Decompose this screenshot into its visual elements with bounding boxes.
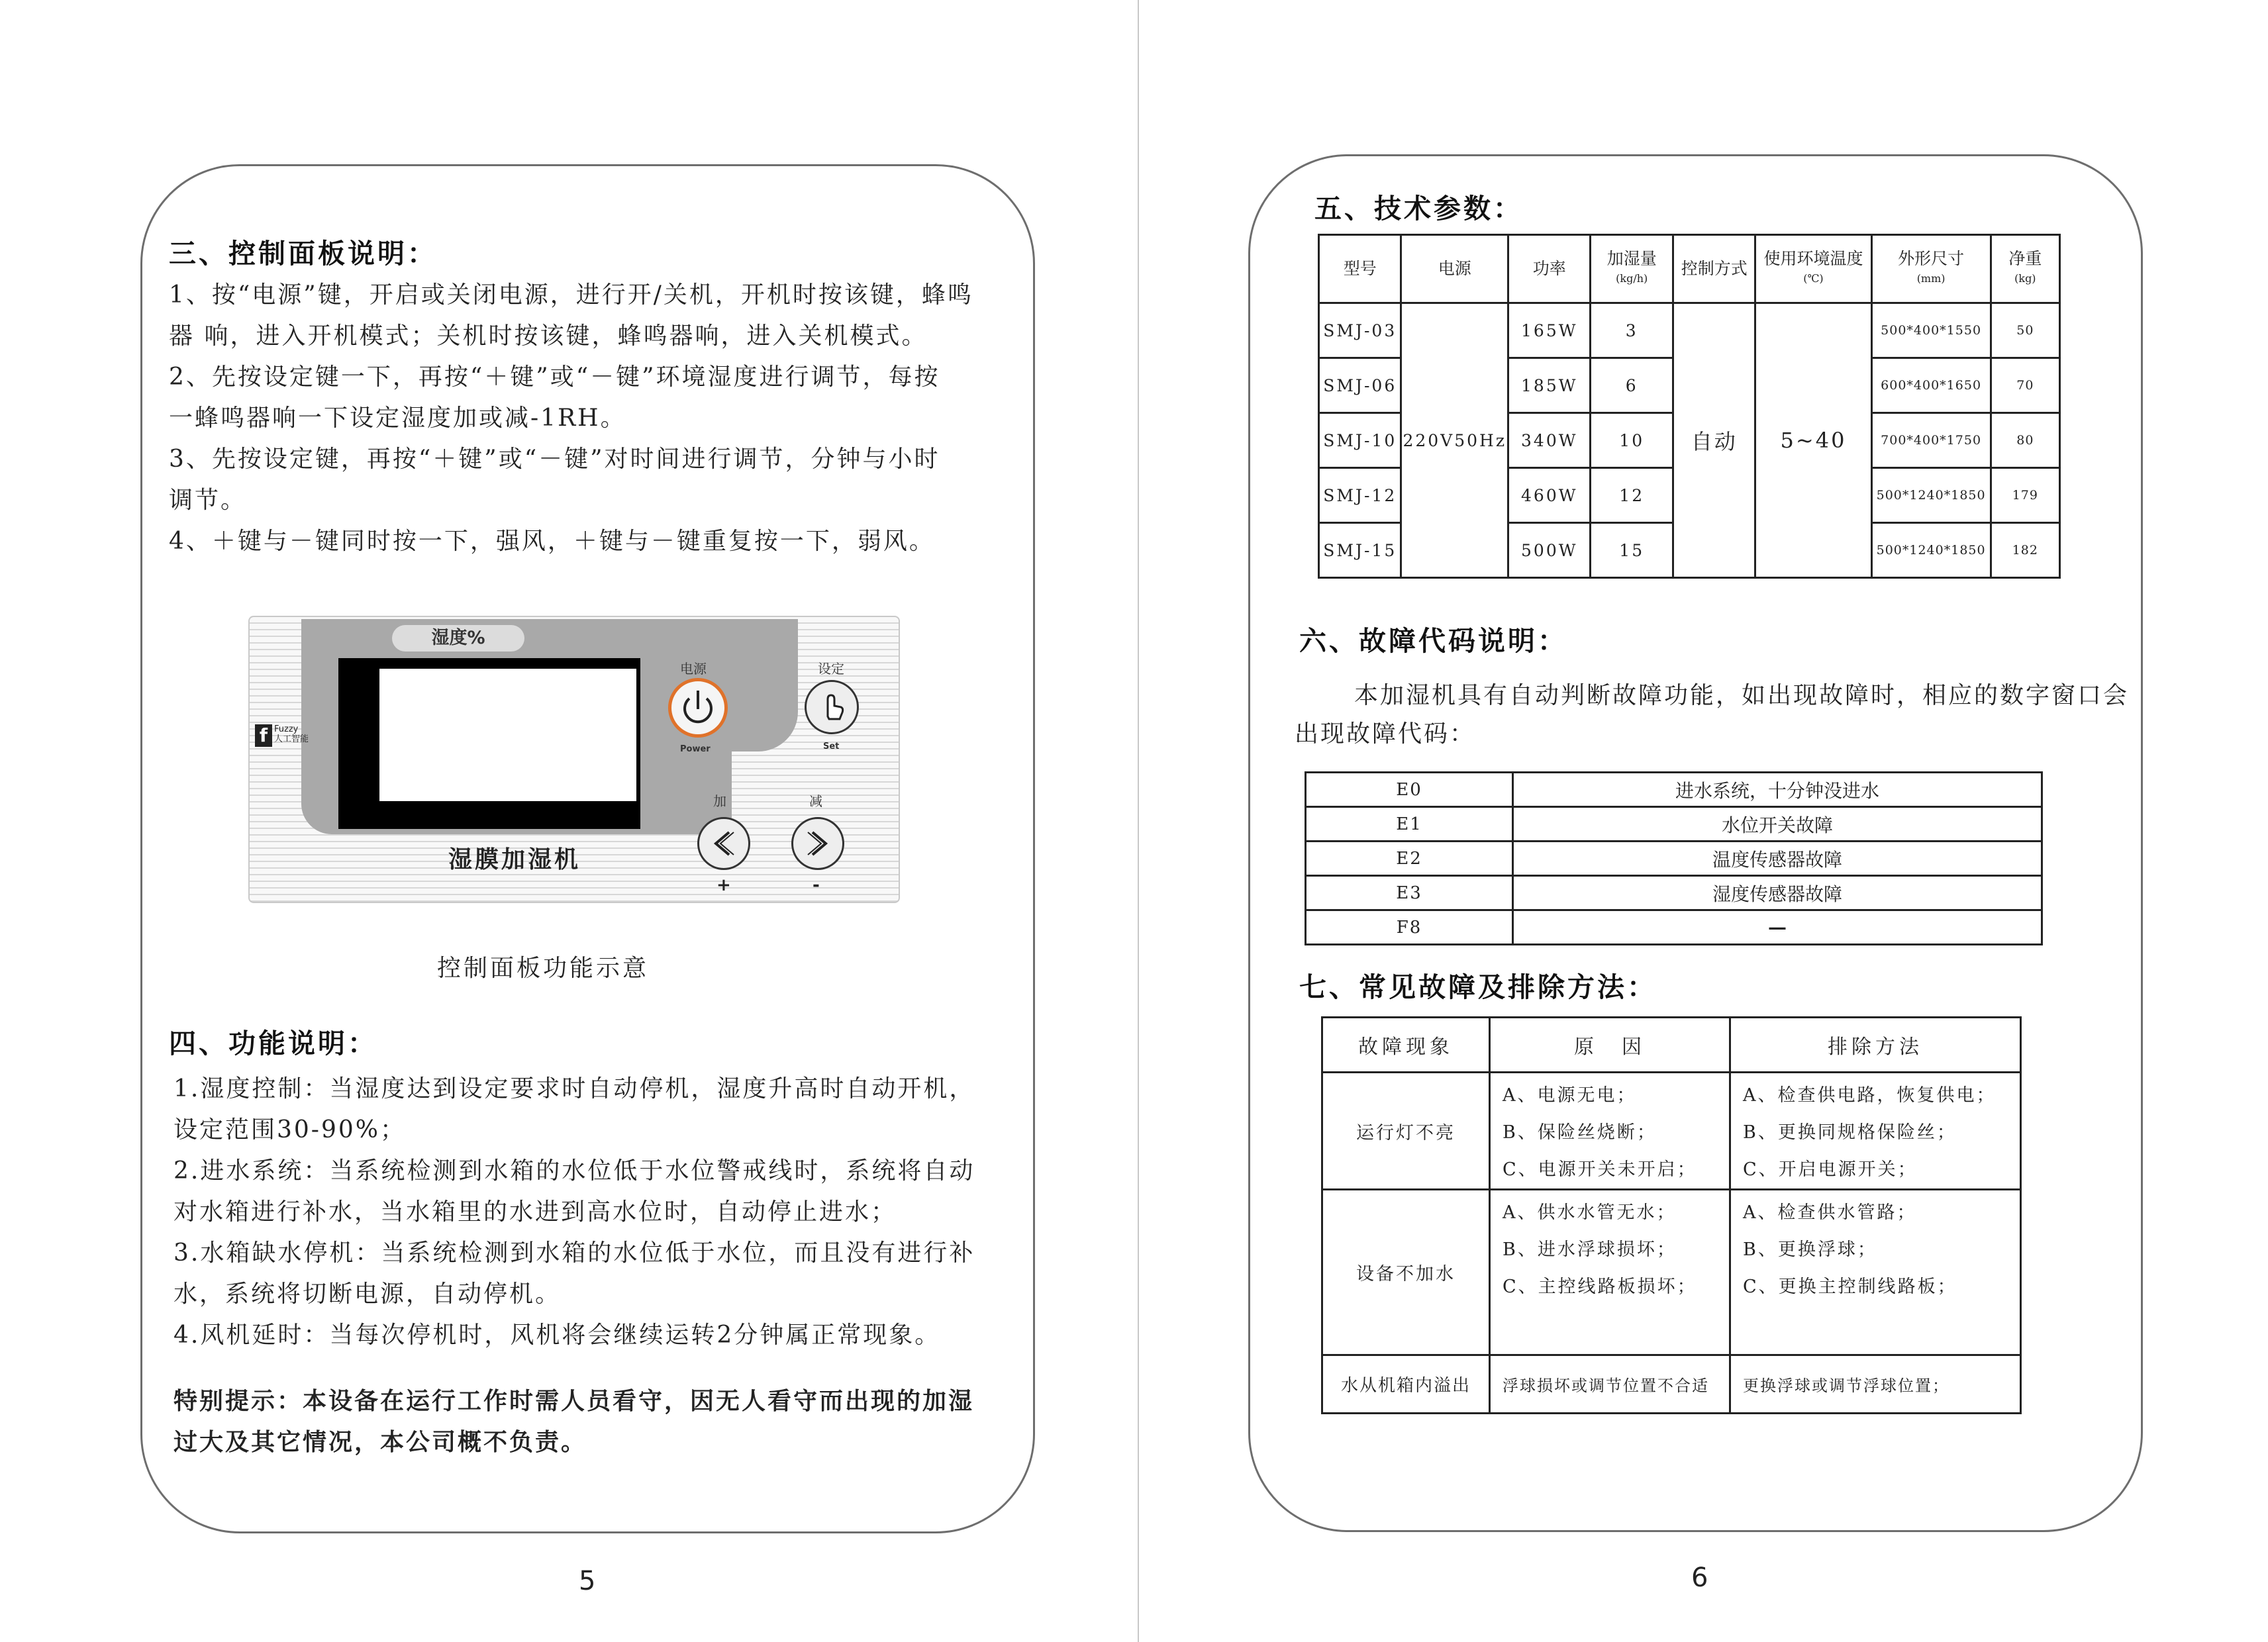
notice-line: 特别提示：本设备在运行工作时需人员看守，因无人看守而出现的加湿 — [173, 1387, 975, 1415]
desc-cell: 水位开关故障 — [1513, 807, 2042, 842]
col-humidify: 加湿量 (kg/h) — [1591, 235, 1673, 303]
power-cell: 185W — [1508, 358, 1590, 413]
col-model: 型号 — [1319, 235, 1401, 303]
section-4-body — [173, 1069, 975, 1356]
section-4-line: 设定范围30-90%； — [173, 1116, 406, 1143]
plus-sign: + — [716, 875, 731, 895]
section-4-line: 2.进水系统：当系统检测到水箱的水位低于水位警戒线时，系统将自动 — [173, 1157, 975, 1184]
plus-button[interactable] — [697, 817, 750, 870]
notice-line: 过大及其它情况，本公司概不负责。 — [173, 1428, 587, 1456]
code-cell: E3 — [1306, 876, 1513, 910]
section-7-title: 七、常见故障及排除方法： — [1299, 971, 1657, 1003]
section-4-line: 3.水箱缺水停机：当系统检测到水箱的水位低于水位，而且没有进行补 — [173, 1239, 975, 1267]
section-4-line: 1.湿度控制：当湿度达到设定要求时自动停机，湿度升高时自动开机， — [173, 1075, 975, 1102]
tech-spec-table — [1318, 234, 2061, 579]
weight-cell: 182 — [1991, 523, 2059, 578]
solution-cell: A、检查供水管路； B、更换浮球； C、更换主控制线路板； — [1730, 1190, 2021, 1355]
table-row — [1322, 1355, 2021, 1414]
humidify-cell: 15 — [1591, 523, 1673, 578]
section-3-line: 器 响，进入开机模式；关机时按该键，蜂鸣器响，进入关机模式。 — [169, 322, 928, 350]
col-symptom: 故障现象 — [1322, 1018, 1490, 1073]
product-name: 湿膜加湿机 — [448, 846, 581, 873]
panel-caption: 控制面板功能示意 — [437, 955, 650, 982]
solution-cell: 更换浮球或调节浮球位置； — [1730, 1355, 2021, 1414]
set-sub-label: Set — [823, 742, 840, 751]
col-power: 功率 — [1508, 235, 1590, 303]
display-screen — [338, 658, 640, 829]
cause-cell: A、电源无电； B、保险丝烧断； C、电源开关未开启； — [1490, 1073, 1730, 1190]
model-cell: SMJ-15 — [1319, 523, 1401, 578]
minus-sign: - — [813, 875, 820, 895]
power-cell: 165W — [1508, 303, 1590, 358]
symptom-cell: 运行灯不亮 — [1322, 1073, 1490, 1190]
section-3-line: 2、先按设定键一下，再按“＋键”或“－键”环境湿度进行调节，每按 — [169, 363, 940, 391]
section-4-line: 4.风机延时：当每次停机时，风机将会继续运转2分钟属正常现象。 — [173, 1322, 941, 1349]
section-3-line: 1、按“电源”键，开启或关闭电源，进行开/关机，开机时按该键，蜂鸣 — [169, 281, 973, 309]
section-6-intro-line1: 本加湿机具有自动判断故障功能，如出现故障时，相应的数字窗口会 — [1354, 682, 2130, 709]
table-row — [1306, 807, 2042, 842]
section-4-line: 水，系统将切断电源，自动停机。 — [173, 1280, 562, 1308]
desc-cell: — — [1513, 910, 2042, 945]
humidify-cell: 12 — [1591, 468, 1673, 523]
section-3-line: 调节。 — [169, 487, 247, 514]
spread-center-fold — [1138, 0, 1139, 1642]
table-row — [1306, 773, 2042, 807]
size-cell: 700*400*1750 — [1871, 413, 1991, 468]
fuzzy-logo — [255, 724, 309, 747]
col-weight: 净重 (kg) — [1991, 235, 2059, 303]
section-4-line: 对水箱进行补水，当水箱里的水进到高水位时，自动停止进水； — [173, 1198, 897, 1226]
section-3-line: 一蜂鸣器响一下设定湿度加或减-1RH。 — [169, 405, 626, 432]
trouble-header-row — [1322, 1018, 2021, 1073]
power-icon — [671, 681, 724, 734]
power-sub-label: Power — [680, 744, 711, 754]
table-row — [1319, 303, 2060, 358]
code-cell: E0 — [1306, 773, 1513, 807]
humidify-cell: 3 — [1591, 303, 1673, 358]
size-cell: 500*1240*1850 — [1871, 468, 1991, 523]
humidity-label: 湿度% — [392, 625, 524, 652]
code-cell: E2 — [1306, 842, 1513, 876]
table-row — [1306, 910, 2042, 945]
section-6-title: 六、故障代码说明： — [1299, 625, 1567, 657]
humidify-cell: 10 — [1591, 413, 1673, 468]
col-control: 控制方式 — [1673, 235, 1755, 303]
control-face-ext — [732, 619, 798, 751]
section-3-title: 三、控制面板说明： — [169, 238, 437, 269]
code-cell: F8 — [1306, 910, 1513, 945]
section-3-line: 3、先按设定键，再按“＋键”或“－键”对时间进行调节，分钟与小时 — [169, 446, 940, 473]
col-solution: 排除方法 — [1730, 1018, 2021, 1073]
section-5-title: 五、技术参数： — [1314, 193, 1523, 224]
special-notice — [173, 1380, 974, 1463]
weight-cell: 80 — [1991, 413, 2059, 468]
weight-cell: 50 — [1991, 303, 2059, 358]
power-cell: 460W — [1508, 468, 1590, 523]
solution-cell: A、检查供电路，恢复供电； B、更换同规格保险丝； C、开启电源开关； — [1730, 1073, 2021, 1190]
symptom-cell: 水从机箱内溢出 — [1322, 1355, 1490, 1414]
model-cell: SMJ-10 — [1319, 413, 1401, 468]
col-size: 外形尺寸 (mm) — [1871, 235, 1991, 303]
humidify-cell: 6 — [1591, 358, 1673, 413]
cause-cell: 浮球损坏或调节位置不合适 — [1490, 1355, 1730, 1414]
plus-label: 加 — [713, 793, 726, 809]
table-row — [1322, 1073, 2021, 1190]
right-arrow-icon — [793, 819, 842, 868]
troubleshooting-table — [1321, 1016, 2022, 1414]
section-6-intro-line2: 出现故障代码： — [1295, 720, 1476, 748]
fault-code-table — [1305, 771, 2043, 945]
model-cell: SMJ-03 — [1319, 303, 1401, 358]
hand-icon — [807, 682, 857, 732]
control-cell: 自动 — [1673, 303, 1755, 578]
size-cell: 500*400*1550 — [1871, 303, 1991, 358]
page-number-6: 6 — [1691, 1563, 1708, 1593]
supply-cell: 220V50Hz — [1401, 303, 1508, 578]
col-env: 使用环境温度 (℃) — [1755, 235, 1871, 303]
weight-cell: 179 — [1991, 468, 2059, 523]
display-window — [379, 669, 636, 801]
set-label: 设定 — [818, 661, 844, 677]
left-arrow-icon — [699, 819, 748, 868]
code-cell: E1 — [1306, 807, 1513, 842]
cause-cell: A、供水水管无水； B、进水浮球损坏； C、主控线路板损坏； — [1490, 1190, 1730, 1355]
table-row — [1306, 876, 2042, 910]
col-cause: 原 因 — [1490, 1018, 1730, 1073]
page-number-5: 5 — [579, 1566, 596, 1596]
table-row — [1322, 1190, 2021, 1355]
power-button[interactable] — [668, 678, 728, 738]
table-row — [1306, 842, 2042, 876]
power-cell: 500W — [1508, 523, 1590, 578]
desc-cell: 温度传感器故障 — [1513, 842, 2042, 876]
section-3-line: 4、＋键与－键同时按一下，强风，＋键与－键重复按一下，弱风。 — [169, 528, 935, 555]
model-cell: SMJ-12 — [1319, 468, 1401, 523]
logo-text: Fuzzy 人工智能 — [274, 724, 309, 744]
model-cell: SMJ-06 — [1319, 358, 1401, 413]
env-cell: 5~40 — [1755, 303, 1871, 578]
col-supply: 电源 — [1401, 235, 1508, 303]
set-button[interactable] — [805, 680, 859, 734]
minus-button[interactable] — [791, 817, 844, 870]
size-cell: 500*1240*1850 — [1871, 523, 1991, 578]
section-3-body — [169, 275, 973, 562]
weight-cell: 70 — [1991, 358, 2059, 413]
tech-header-row — [1319, 235, 2060, 303]
power-label: 电源 — [680, 661, 707, 677]
power-cell: 340W — [1508, 413, 1590, 468]
desc-cell: 进水系统，十分钟没进水 — [1513, 773, 2042, 807]
section-4-title: 四、功能说明： — [169, 1028, 377, 1059]
logo-mark: f — [255, 724, 272, 747]
control-panel-illustration — [248, 616, 900, 903]
desc-cell: 湿度传感器故障 — [1513, 876, 2042, 910]
symptom-cell: 设备不加水 — [1322, 1190, 1490, 1355]
minus-label: 减 — [809, 793, 822, 809]
size-cell: 600*400*1650 — [1871, 358, 1991, 413]
